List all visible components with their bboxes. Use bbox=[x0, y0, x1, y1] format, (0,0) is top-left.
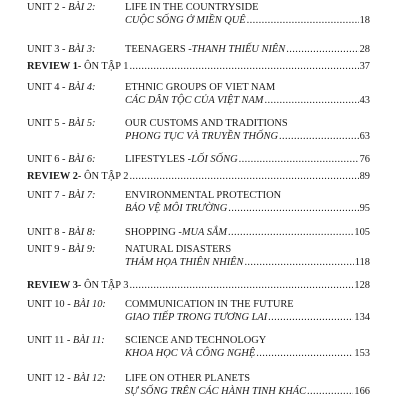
title-vietnamese-line bbox=[125, 15, 370, 26]
lesson-number: BÀI 11: bbox=[72, 335, 105, 346]
dot-leader bbox=[228, 203, 358, 214]
title-vietnamese-line bbox=[125, 257, 370, 268]
unit-label bbox=[27, 373, 106, 384]
title-vietnamese: MUA SẮM bbox=[181, 227, 227, 238]
dot-leader bbox=[239, 154, 359, 165]
dot-leader bbox=[307, 386, 353, 397]
dot-leader bbox=[244, 257, 353, 268]
title-line bbox=[125, 227, 370, 238]
unit-number: UNIT 4 - bbox=[27, 82, 69, 93]
title-vietnamese: GIAO TIẾP TRONG TƯƠNG LAI bbox=[125, 312, 268, 323]
page-number: 134 bbox=[354, 312, 370, 323]
page-number: 153 bbox=[354, 348, 370, 359]
title-english: LIFE IN THE COUNTRYSIDE bbox=[125, 2, 259, 13]
lesson-number: BÀI 7: bbox=[68, 190, 96, 201]
title-english: OUR CUSTOMS AND TRADITIONS bbox=[125, 118, 288, 129]
unit-number: UNIT 10 - bbox=[27, 299, 74, 310]
title-vietnamese-line bbox=[125, 348, 370, 359]
page-number: 18 bbox=[359, 15, 370, 26]
unit-number: UNIT 5 - bbox=[27, 118, 69, 129]
review-title: - ÔN TẬP 2 bbox=[77, 171, 129, 182]
unit-number: UNIT 7 - bbox=[27, 190, 69, 201]
unit-label bbox=[27, 154, 96, 165]
unit-label bbox=[27, 118, 96, 129]
page-number: 118 bbox=[354, 257, 370, 268]
unit-label bbox=[27, 82, 96, 93]
title-english: ETHNIC GROUPS OF VIET NAM bbox=[125, 82, 276, 93]
page-number: 43 bbox=[359, 95, 370, 106]
lesson-number: BÀI 6: bbox=[68, 154, 96, 165]
page-number: 105 bbox=[354, 227, 370, 238]
lesson-number: BÀI 3: bbox=[68, 44, 96, 55]
page-number: 37 bbox=[359, 61, 370, 72]
unit-number: UNIT 9 - bbox=[27, 244, 69, 255]
title-line bbox=[125, 44, 370, 55]
unit-number: UNIT 8 - bbox=[27, 227, 69, 238]
review-title: - ÔN TẬP 3 bbox=[77, 280, 129, 291]
lesson-number: BÀI 5: bbox=[68, 118, 96, 129]
title-english: ENVIRONMENTAL PROTECTION bbox=[125, 190, 282, 201]
title-english: TEENAGERS - bbox=[125, 44, 192, 55]
unit-number: UNIT 6 - bbox=[27, 154, 69, 165]
title-english: NATURAL DISASTERS bbox=[125, 244, 232, 255]
title-vietnamese-line bbox=[125, 203, 370, 214]
page-number: 166 bbox=[354, 386, 370, 397]
page-number: 89 bbox=[359, 171, 370, 182]
title-english: COMMUNICATION IN THE FUTURE bbox=[125, 299, 294, 310]
dot-leader bbox=[286, 44, 358, 55]
title-vietnamese-line bbox=[125, 386, 370, 397]
review-line bbox=[27, 61, 370, 72]
lesson-number: BÀI 9: bbox=[68, 244, 96, 255]
dot-leader bbox=[268, 312, 353, 323]
unit-number: UNIT 12 - bbox=[27, 373, 74, 384]
unit-number: UNIT 11 - bbox=[27, 335, 73, 346]
review-title: - ÔN TẬP 1 bbox=[77, 61, 129, 72]
page-number: 95 bbox=[359, 203, 370, 214]
title-line bbox=[125, 154, 370, 165]
title-english: SCIENCE AND TECHNOLOGY bbox=[125, 335, 267, 346]
title-vietnamese-line bbox=[125, 312, 370, 323]
title-vietnamese: SỰ SỐNG TRÊN CÁC HÀNH TINH KHÁC bbox=[125, 386, 307, 397]
review-line bbox=[27, 171, 370, 182]
page-number: 63 bbox=[359, 131, 370, 142]
unit-label bbox=[27, 190, 96, 201]
dot-leader bbox=[129, 61, 358, 72]
title-english: LIFESTYLES - bbox=[125, 154, 192, 165]
review-line bbox=[27, 280, 370, 291]
unit-label bbox=[27, 44, 96, 55]
title-vietnamese: CÁC DÂN TỘC CỦA VIỆT NAM bbox=[125, 95, 264, 106]
title-vietnamese-line bbox=[125, 131, 370, 142]
title-vietnamese: CUỘC SỐNG Ở MIỀN QUÊ bbox=[125, 15, 246, 26]
unit-label bbox=[27, 299, 106, 310]
title-vietnamese: LỐI SỐNG bbox=[191, 154, 238, 165]
title-english: SHOPPING - bbox=[125, 227, 182, 238]
review-label: REVIEW 1 bbox=[27, 61, 78, 72]
review-label: REVIEW 3 bbox=[27, 280, 78, 291]
dot-leader bbox=[264, 95, 358, 106]
unit-label bbox=[27, 244, 96, 255]
dot-leader bbox=[129, 280, 353, 291]
unit-label bbox=[27, 2, 96, 13]
title-vietnamese: KHOA HỌC VÀ CÔNG NGHỆ bbox=[125, 348, 256, 359]
title-vietnamese: PHONG TỤC VÀ TRUYỀN THỐNG bbox=[125, 131, 278, 142]
unit-number: UNIT 3 - bbox=[27, 44, 69, 55]
review-label: REVIEW 2 bbox=[27, 171, 78, 182]
title-vietnamese: BẢO VỆ MÔI TRƯỜNG bbox=[125, 203, 228, 214]
unit-label bbox=[27, 335, 105, 346]
title-vietnamese: THANH THIẾU NIÊN bbox=[191, 44, 286, 55]
dot-leader bbox=[129, 171, 358, 182]
page-number: 76 bbox=[359, 154, 370, 165]
lesson-number: BÀI 4: bbox=[68, 82, 96, 93]
lesson-number: BÀI 8: bbox=[68, 227, 96, 238]
dot-leader bbox=[247, 15, 359, 26]
title-vietnamese-line bbox=[125, 95, 370, 106]
dot-leader bbox=[279, 131, 359, 142]
lesson-number: BÀI 10: bbox=[73, 299, 106, 310]
page-number: 28 bbox=[359, 44, 370, 55]
lesson-number: BÀI 12: bbox=[73, 373, 106, 384]
unit-number: UNIT 2 - bbox=[27, 2, 69, 13]
dot-leader bbox=[228, 227, 353, 238]
title-vietnamese: THẢM HỌA THIÊN NHIÊN bbox=[125, 257, 244, 268]
unit-label bbox=[27, 227, 96, 238]
dot-leader bbox=[256, 348, 353, 359]
title-english: LIFE ON OTHER PLANETS bbox=[125, 373, 250, 384]
page-number: 128 bbox=[354, 280, 370, 291]
lesson-number: BÀI 2: bbox=[68, 2, 96, 13]
